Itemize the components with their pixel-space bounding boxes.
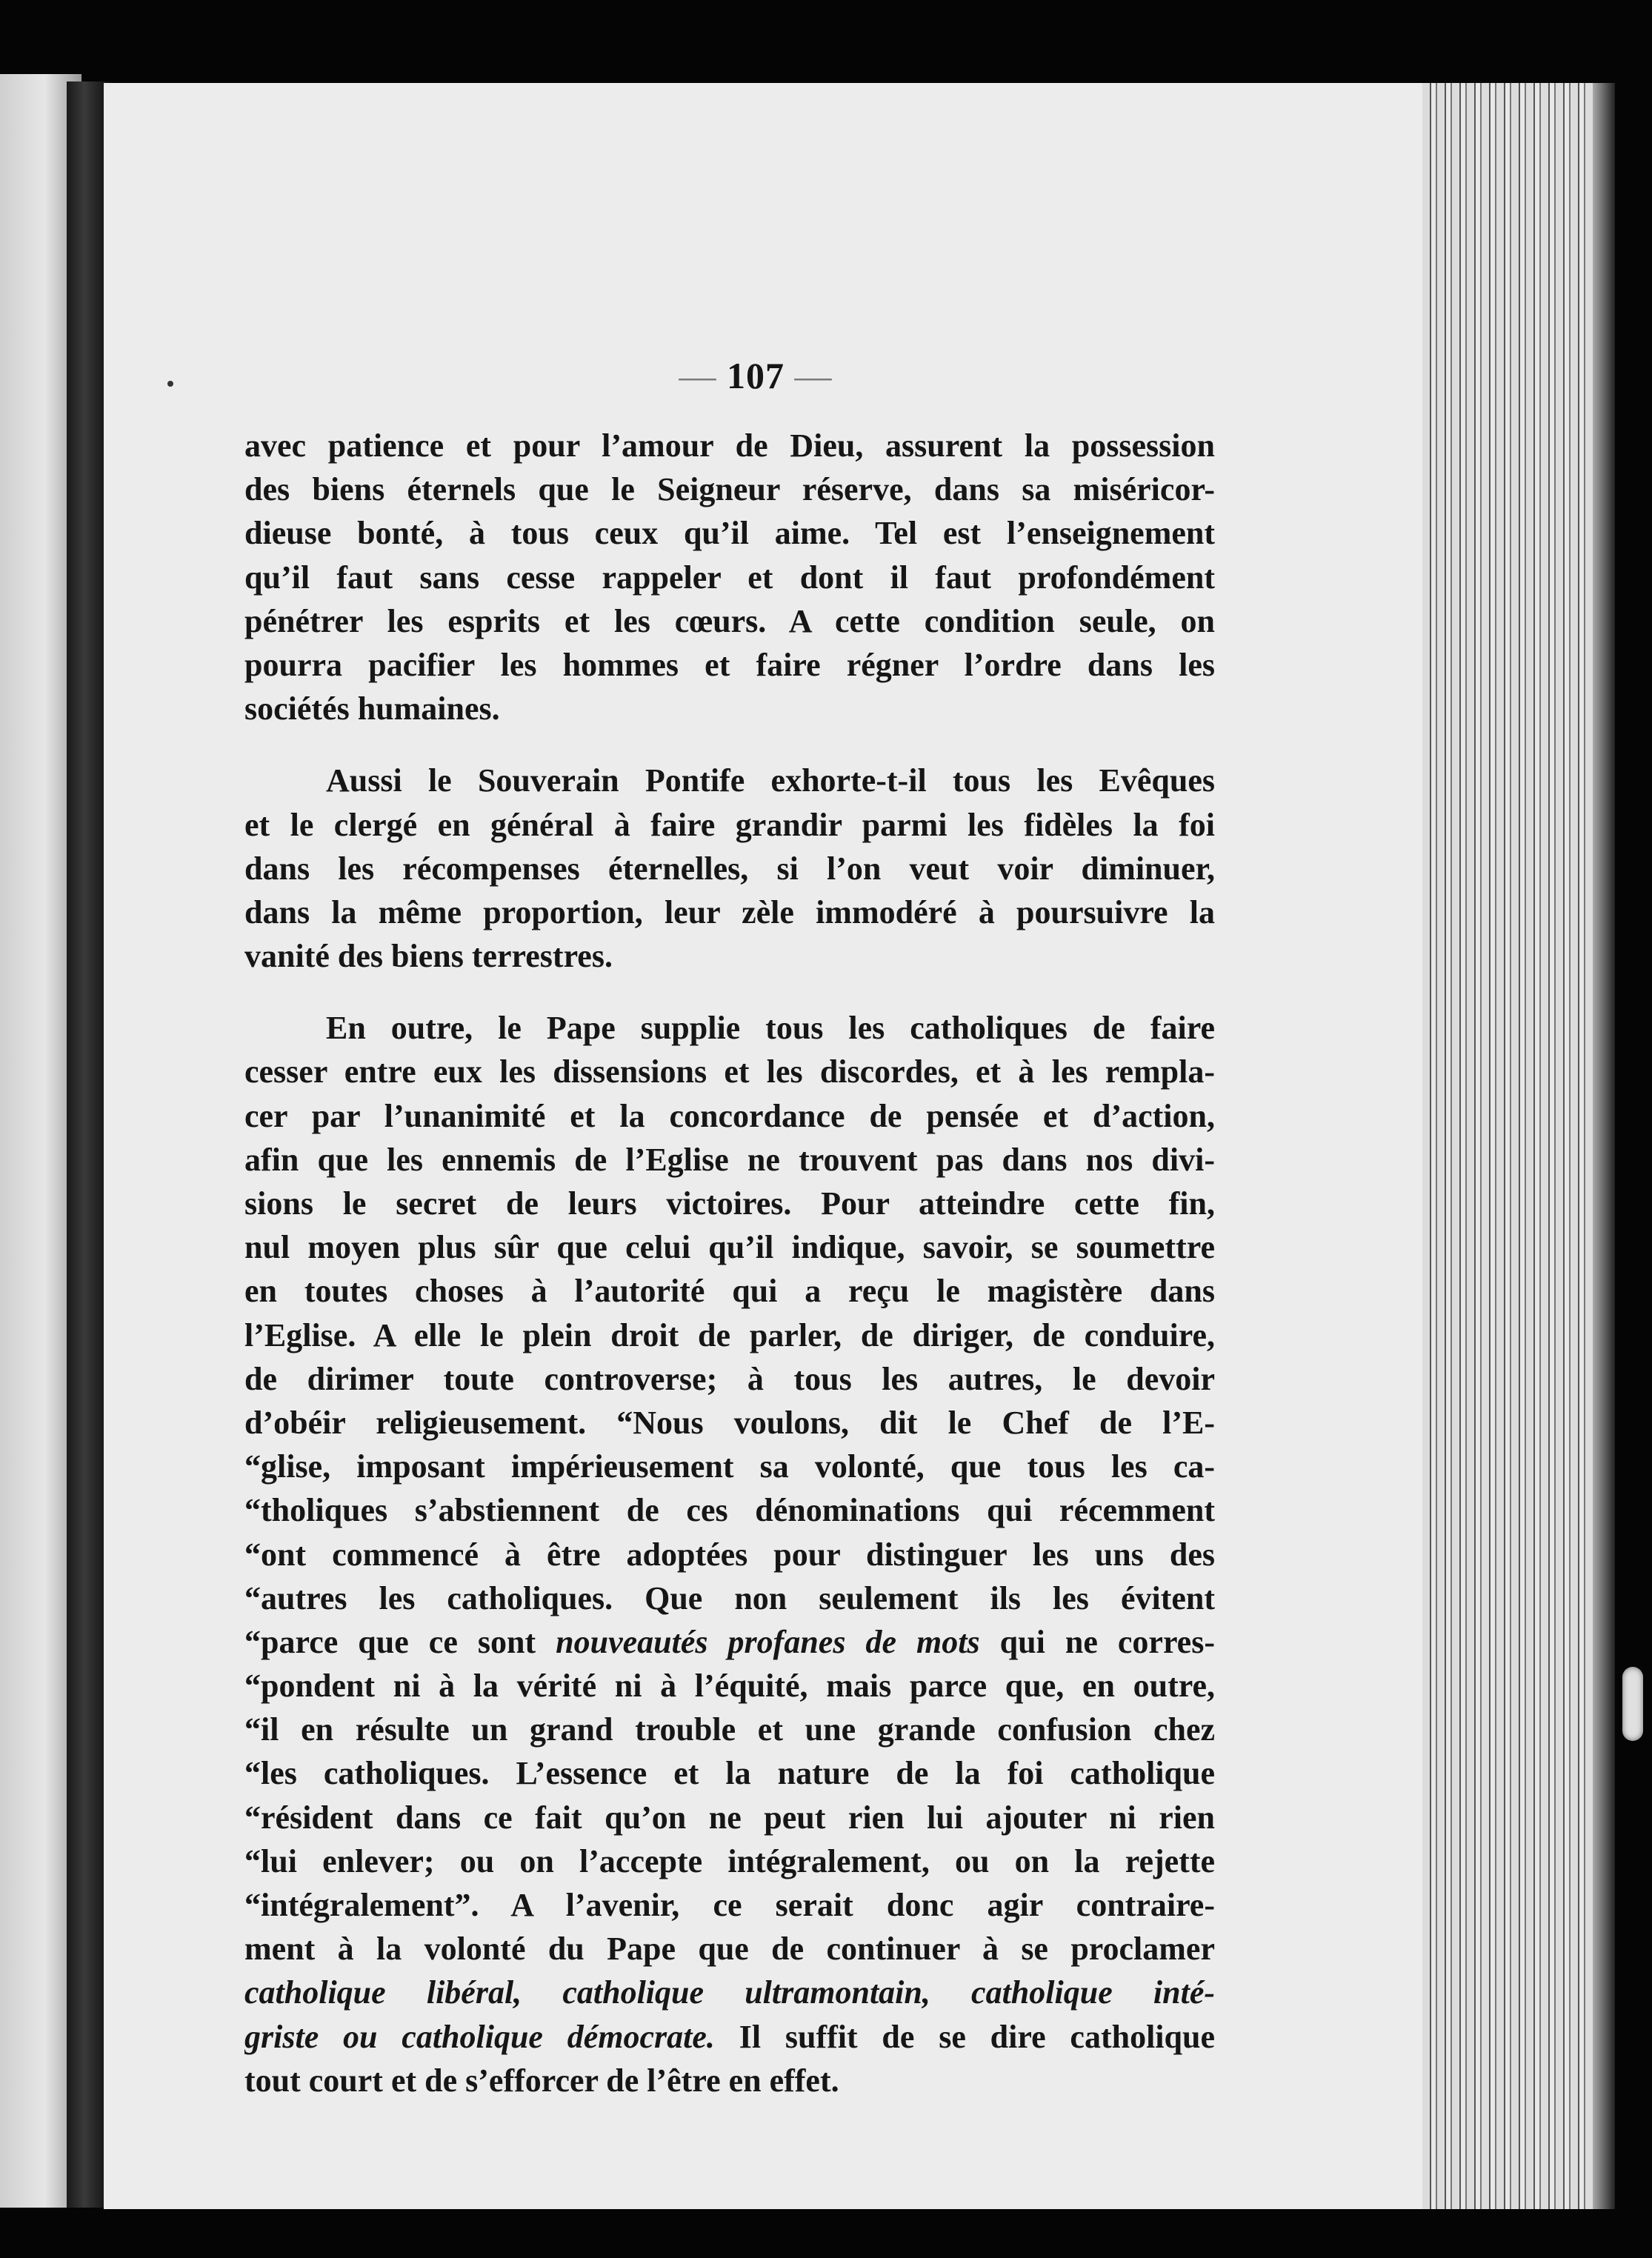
body-text [244,424,1215,2102]
page-number [667,354,845,397]
text-line: afin que les ennemis de l’Eglise ne trouvent pas dans nos divi- [244,1141,1215,1178]
text-segment: “parce que ce sont [244,1623,556,1660]
text-line: “tholiques s’abstiennent de ces dénominations qui récemment [244,1492,1215,1529]
text-line: Aussi le Souverain Pontife exhorte-t-il tous les Evêques [326,762,1215,799]
italic-phrase: griste ou catholique démocrate. [244,2018,715,2055]
paragraph-gap [244,978,1215,1006]
text-line: “lui enlever; ou on l’accepte intégralement, ou on la rejette [244,1842,1215,1879]
text-segment: qui ne corres- [979,1623,1215,1660]
text-line: “glise, imposant impérieusement sa volonté, que tous les ca- [244,1448,1215,1485]
page-edge-shadow [1593,83,1615,2209]
text-line: pénétrer les esprits et les cœurs. A cette condition seule, on [244,602,1215,639]
text-line: en toutes choses à l’autorité qui a reçu le magistère dans [244,1273,1215,1310]
binding-clip [1622,1667,1643,1741]
text-segment: Il suffit de se dire catholique [714,2018,1215,2055]
paragraph-1 [244,424,1215,730]
text-line-italic [244,1971,1215,2014]
page-number-dash-left: — [679,355,717,396]
text-line: dans la même proportion, leur zèle immodéré à poursuivre la [244,893,1215,930]
text-line-mixed [244,1620,1215,1664]
text-line: sociétés humaines. [244,690,500,727]
italic-phrase: nouveautés profanes de mots [556,1623,980,1660]
paragraph-2 [244,759,1215,978]
italic-phrase: catholique libéral, catholique ultramontain, catholique inté- [244,1974,1215,2011]
text-line: “il en résulte un grand trouble et une grande confusion chez [244,1711,1215,1748]
text-line: “résident dans ce fait qu’on ne peut rien lui ajouter ni rien [244,1799,1215,1836]
text-line: l’Eglise. A elle le plein droit de parler, de diriger, de conduire, [244,1316,1215,1353]
text-line: tout court et de s’efforcer de l’être en effet. [244,2062,839,2099]
text-line: cesser entre eux les dissensions et les discordes, et à les rempla- [244,1053,1215,1090]
text-line: d’obéir religieusement. “Nous voulons, dit le Chef de l’E- [244,1404,1215,1441]
text-line: cer par l’unanimité et la concordance de pensée et d’action, [244,1097,1215,1134]
text-line: pourra pacifier les hommes et faire régner l’ordre dans les [244,646,1215,683]
text-line-mixed [244,2015,1215,2059]
text-line: “autres les catholiques. Que non seulement ils les évitent [244,1579,1215,1616]
page-number-value: 107 [727,355,785,396]
margin-dot [167,381,173,387]
text-line: sions le secret de leurs victoires. Pour atteindre cette fin, [244,1185,1215,1222]
stacked-page-edges [1422,83,1615,2209]
text-line: vanité des biens terrestres. [244,938,613,975]
text-line: En outre, le Pape supplie tous les catholiques de faire [326,1010,1215,1047]
text-line: nul moyen plus sûr que celui qu’il indique, savoir, se soumettre [244,1229,1215,1266]
text-line: “ont commencé à être adoptées pour distinguer les uns des [244,1536,1215,1573]
text-line: et le clergé en général à faire grandir parmi les fidèles la foi [244,806,1215,843]
text-line: “intégralement”. A l’avenir, ce serait donc agir contraire- [244,1887,1215,1923]
text-line: qu’il faut sans cesse rappeler et dont il faut profondément [244,559,1215,596]
text-line: dieuse bonté, à tous ceux qu’il aime. Tel est l’enseignement [244,515,1215,552]
paragraph-3 [244,1006,1215,2102]
text-line: “les catholiques. L’essence et la nature de la foi catholique [244,1755,1215,1792]
text-line: “pondent ni à la vérité ni à l’équité, mais parce que, en outre, [244,1668,1215,1705]
paragraph-gap [244,730,1215,759]
text-line: des biens éternels que le Seigneur réserve, dans sa miséricor- [244,471,1215,508]
text-line: dans les récompenses éternelles, si l’on veut voir diminuer, [244,850,1215,887]
text-line: avec patience et pour l’amour de Dieu, assurent la possession [244,427,1215,464]
page-number-dash-right: — [794,355,833,396]
text-line: de dirimer toute controverse; à tous les autres, le devoir [244,1360,1215,1397]
text-line: ment à la volonté du Pape que de continuer à se proclamer [244,1931,1215,1968]
